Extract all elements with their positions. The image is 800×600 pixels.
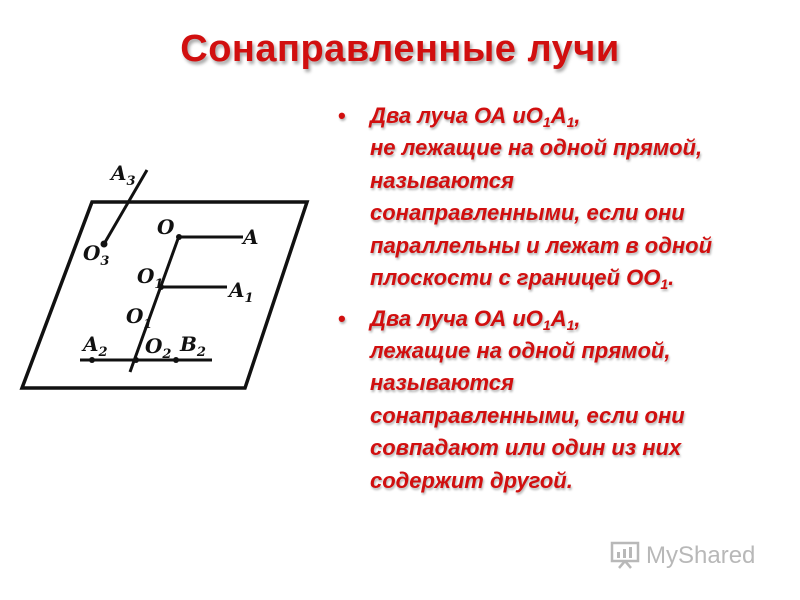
point-b2 xyxy=(173,357,179,363)
bullet-first-line: • Два луча ОА $иО_1А_1$, xyxy=(338,100,788,132)
watermark xyxy=(610,538,780,574)
label-a2: $A_2$ xyxy=(83,332,108,360)
bullet-dot: • xyxy=(338,305,346,331)
bullet-item-1 xyxy=(338,100,788,295)
bullet-item-2 xyxy=(338,303,788,498)
point-o3 xyxy=(101,241,108,248)
presentation-icon xyxy=(610,540,640,570)
bullet-first-line: • Два луча ОА $иО_1А_1$, xyxy=(338,303,788,335)
label-o2: $O_2$ xyxy=(145,334,172,362)
point-o2 xyxy=(133,357,139,363)
label-b2: $B_2$ xyxy=(180,332,206,360)
rays-diagram xyxy=(0,140,320,400)
bullet-body: лежащие на одной прямой, называются сонаправленными, если они совпадают или один из них содержит другой. xyxy=(370,337,685,493)
label-a1: $A_1$ xyxy=(229,278,254,306)
label-o: O xyxy=(157,215,175,239)
label-o3: $O_3$ xyxy=(83,241,110,269)
point-o xyxy=(176,234,182,240)
label-o1-second: $O_1$ xyxy=(126,304,153,332)
label-o1: $O_1$ xyxy=(137,264,164,292)
label-a3: $A_3$ xyxy=(111,161,136,189)
slide-title: Сонаправленные лучи xyxy=(180,28,620,70)
point-a2 xyxy=(89,357,95,363)
bullet-list xyxy=(338,100,788,497)
bullet-dot: • xyxy=(338,103,346,128)
watermark-text: MyShared xyxy=(646,542,756,569)
bullet-body: не лежащие на одной прямой, называются сонаправленными, если они параллельны и лежат в одной плоскости с границей $ОО_1$. xyxy=(370,135,713,292)
label-a: A xyxy=(243,225,259,249)
